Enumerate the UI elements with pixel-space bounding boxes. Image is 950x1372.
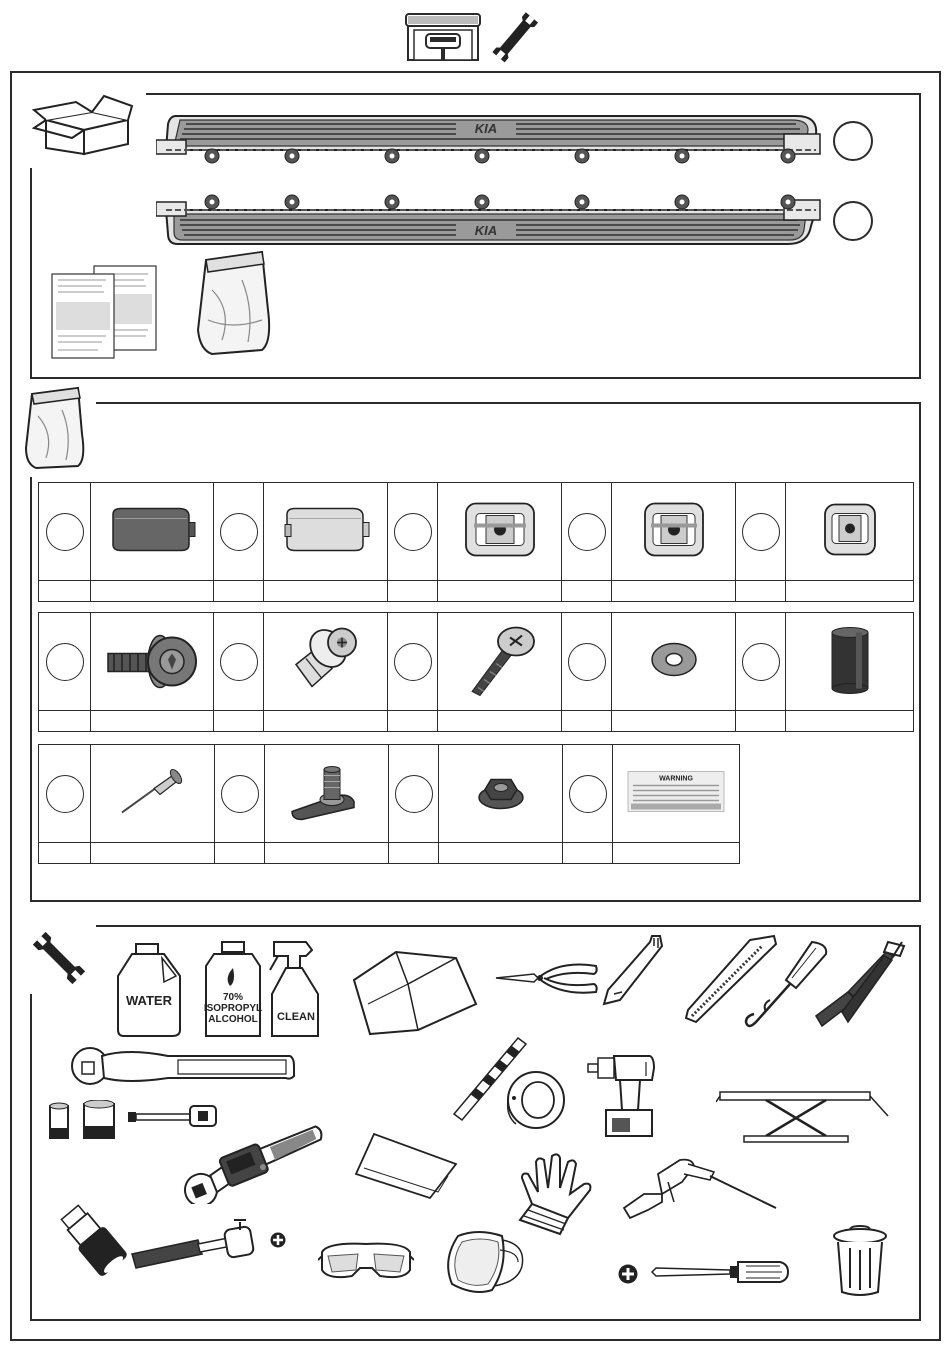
instruction-sheets-icon xyxy=(48,264,160,360)
phillips-plus-icon xyxy=(270,1232,286,1248)
wrench-icon xyxy=(28,928,90,988)
hardware-row-1 xyxy=(38,482,914,602)
trim-tool-icon xyxy=(600,934,670,1008)
part-number-circle xyxy=(568,643,606,681)
ratchet-icon xyxy=(68,1044,296,1090)
safety-goggles-icon xyxy=(318,1238,414,1286)
board-logo-lower: KIA xyxy=(474,223,498,238)
running-board-upper xyxy=(156,110,826,170)
washer-icon xyxy=(612,613,736,711)
open-box-icon xyxy=(32,92,134,156)
part-number-circle xyxy=(394,643,432,681)
end-cap-right-icon xyxy=(264,483,388,581)
bracket-clip-icon xyxy=(612,483,736,581)
hardware-bag-icon xyxy=(192,250,274,356)
cloth-icon xyxy=(348,944,480,1040)
spray-cleaner-icon xyxy=(266,938,324,1042)
sockets-icon xyxy=(46,1100,118,1142)
warning-label-icon xyxy=(613,745,740,843)
vehicle-lift-icon xyxy=(716,1084,890,1144)
part-number-circle xyxy=(569,775,607,813)
part-number-circle xyxy=(742,513,780,551)
respirator-icon xyxy=(438,1226,530,1296)
hardware-row-3 xyxy=(38,744,740,864)
part-number-circle xyxy=(394,513,432,551)
pliers-icon xyxy=(494,956,600,1000)
end-cap-left-icon xyxy=(91,483,214,581)
part-number-circle xyxy=(220,643,258,681)
running-board-lower xyxy=(156,190,826,250)
cordless-drill-icon xyxy=(586,1050,656,1140)
part-number-circle xyxy=(221,775,259,813)
water-label: WATER xyxy=(126,993,172,1008)
warning-label-text: WARNING xyxy=(659,775,693,782)
part-number-circle xyxy=(46,513,84,551)
part-number-circle-lower xyxy=(833,201,873,241)
phillips-driver-icon xyxy=(128,1216,268,1276)
cleaner-label: CLEAN xyxy=(277,1011,315,1023)
part-number-circle xyxy=(46,643,84,681)
screwdriver-plus-icon xyxy=(618,1264,638,1284)
part-number-circle xyxy=(220,513,258,551)
bracket-clip-icon xyxy=(438,483,562,581)
flange-nut-icon xyxy=(439,745,563,843)
wipe-icon xyxy=(354,1132,460,1202)
part-number-circle xyxy=(46,775,84,813)
part-number-circle xyxy=(395,775,433,813)
spacer-sleeve-icon xyxy=(786,613,914,711)
hardware-bag-icon xyxy=(22,386,88,470)
tape-roll-icon xyxy=(502,1068,566,1132)
screwdriver-icon xyxy=(650,1256,790,1288)
bit-socket-icon xyxy=(54,1202,132,1278)
alcohol-bottle-icon xyxy=(202,940,264,1040)
part-number-circle xyxy=(742,643,780,681)
wrench-icon xyxy=(487,10,545,66)
alcohol-label-type: ALCOHOL xyxy=(208,1014,258,1025)
board-logo-upper: KIA xyxy=(474,121,498,136)
bracket-clip-small-icon xyxy=(786,483,914,581)
part-number-circle xyxy=(568,513,606,551)
alcohol-label-percent: 70% xyxy=(222,992,243,1003)
part-number-circle-upper xyxy=(833,121,873,161)
water-jug-icon xyxy=(114,942,184,1038)
blind-rivet-icon xyxy=(91,745,215,843)
alcohol-label xyxy=(202,992,264,1025)
glove-icon xyxy=(512,1148,600,1236)
phillips-screw-icon xyxy=(438,613,562,711)
garage-icon xyxy=(404,12,482,62)
trash-can-icon xyxy=(832,1224,888,1298)
push-rivet-icon xyxy=(264,613,388,711)
hardware-row-2 xyxy=(38,612,914,732)
stud-plate-icon xyxy=(265,745,389,843)
rivet-gun-icon xyxy=(808,938,908,1032)
flange-bolt-icon xyxy=(91,613,214,711)
alcohol-label-name: ISOPROPYL xyxy=(203,1003,263,1014)
torque-wrench-icon xyxy=(174,1118,334,1204)
air-blow-gun-icon xyxy=(618,1154,780,1220)
